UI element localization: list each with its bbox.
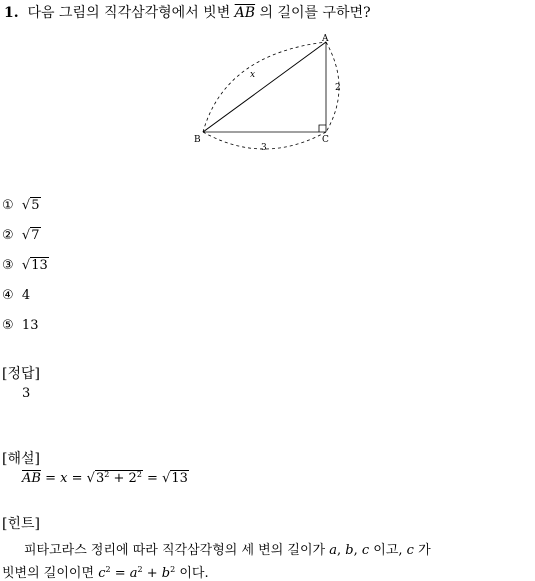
option-marker: ① [2,198,14,213]
hint-line-2: 빗변의 길이이면 $c^2 = a^2 + b^2$ 이다. [2,565,209,581]
sqrt-expression: √5 [21,198,40,213]
answer-value: 3 [22,386,31,401]
explanation-header: [해설] [2,451,40,467]
question-text-after: 의 길이를 구하면? [259,5,371,21]
option-2[interactable] [2,228,41,243]
label-3: 3 [261,143,267,153]
option-value: 4 [21,288,31,303]
option-marker: ⑤ [2,318,14,333]
vertex-c: C [322,135,329,145]
option-marker: ③ [2,258,14,273]
answer-header: [정답] [2,366,40,382]
option-4[interactable] [2,288,30,303]
explanation-formula: $\overline{AB} = x = √3^2 + 2^2 = √13$ [22,470,188,486]
right-angle-mark [319,125,326,132]
sqrt-expression: $√3^2 + 2^2$ [86,470,142,486]
hypotenuse [203,42,326,132]
question-text-before: 다음 그림의 직각삼각형에서 빗변 [27,5,231,21]
sqrt-expression: √7 [21,228,40,243]
hint-header: [힌트] [2,516,40,532]
vertex-b: B [194,135,201,145]
option-value: 13 [21,318,39,333]
question-line [4,2,371,22]
option-marker: ② [2,228,14,243]
vertex-a: A [322,34,329,44]
option-3[interactable] [2,258,49,273]
triangle-figure [0,30,535,190]
option-5[interactable] [2,318,38,333]
question-number: 1. [4,5,19,21]
sqrt-expression: √13 [21,258,48,273]
option-1[interactable] [2,198,41,213]
option-marker: ④ [2,288,14,303]
label-2: 2 [335,83,341,93]
formula-ab: $\overline{AB}$ [22,471,41,486]
label-x: x [250,70,256,80]
hint-line-1: 피타고라스 정리에 따라 직각삼각형의 세 변의 길이가 a, b, c 이고, c 가 [24,543,431,558]
segment-ab: $\overline{AB}$ [234,5,256,21]
sqrt-expression: √13 [162,471,188,486]
